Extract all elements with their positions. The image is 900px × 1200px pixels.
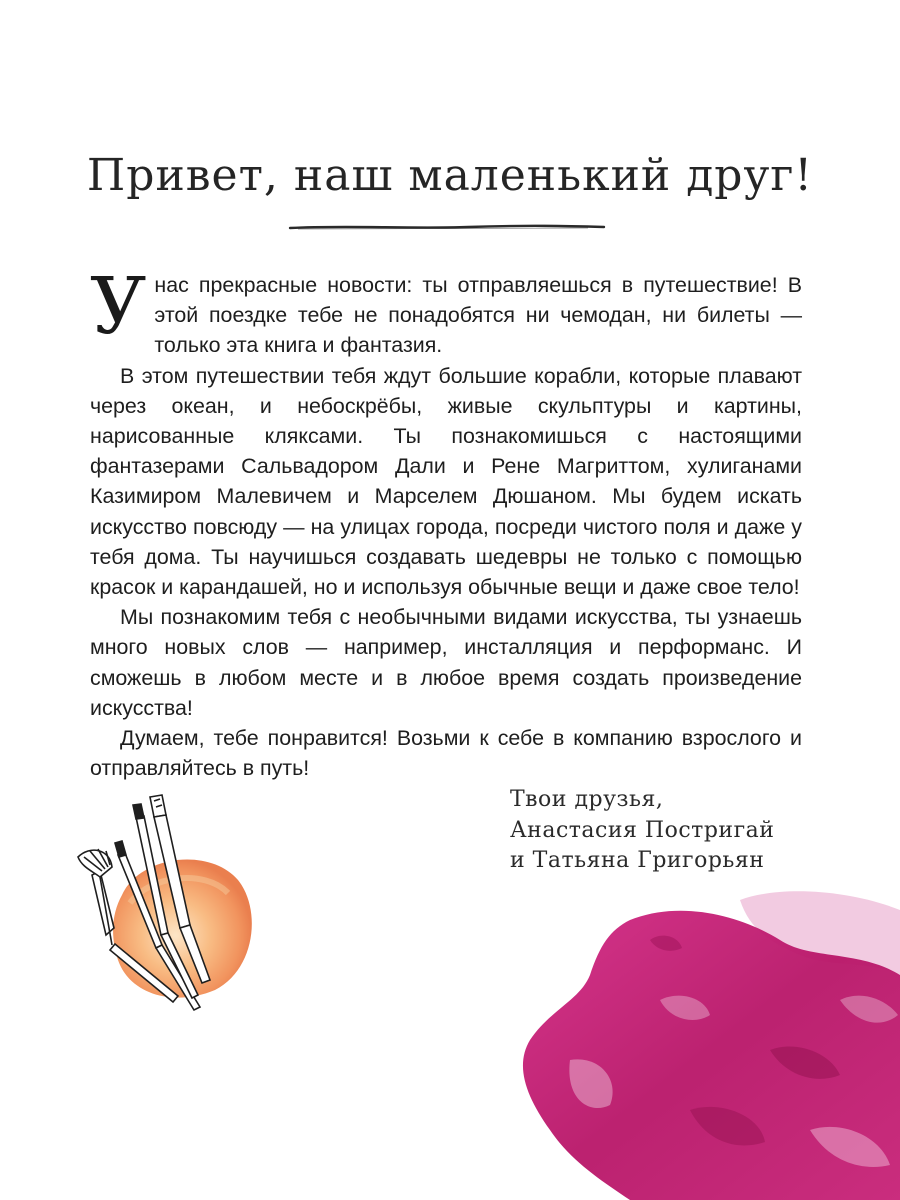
- brushes-icon: [70, 785, 270, 1015]
- watercolor-blot: [510, 880, 900, 1200]
- signature-line-3: и Татьяна Григорьян: [510, 848, 765, 873]
- paragraph-3: Мы познакомим тебя с необычными видами искусства, ты узнаешь много новых слов — например, инсталляция и перформанс. И сможешь в любом месте и в любое время создать произведение искусства!: [90, 605, 802, 720]
- intro-text: [90, 262, 802, 783]
- paragraph-4: Думаем, тебе понравится! Возьми к себе в компанию взрослого и отправляйтесь в путь!: [90, 726, 802, 781]
- signature-line-1: Твои друзья,: [510, 787, 664, 812]
- paragraph-1-text: нас прекрасные новости: ты отправляешься в путешествие! В этой поездке тебе не понадобятся ни чемодан, ни билеты — только эта книга и фантазия.: [154, 273, 802, 358]
- title-underline: [288, 222, 606, 232]
- drop-cap: У: [90, 262, 147, 352]
- paragraph-2: В этом путешествии тебя ждут большие корабли, которые плавают через океан, и небоскрёбы, живые скульптуры и картины, нарисованные кляксами. Ты познакомишься с настоящими фантазерами Сальвадором Дали и Рене Магриттом, хулиганами Казимиром Малевичем и Марселем Дюшаном. Мы будем искать искусство повсюду — на улицах города, посреди чистого поля и даже у тебя дома. Ты научишься создавать шедевры не только с помощью красок и карандашей, но и используя обычные вещи и даже свое тело!: [90, 363, 802, 600]
- signature: [510, 785, 774, 877]
- page-title: Привет, наш маленький друг!: [86, 150, 814, 201]
- paragraph-1: [90, 262, 802, 361]
- signature-line-2: Анастасия Постригай: [510, 817, 775, 843]
